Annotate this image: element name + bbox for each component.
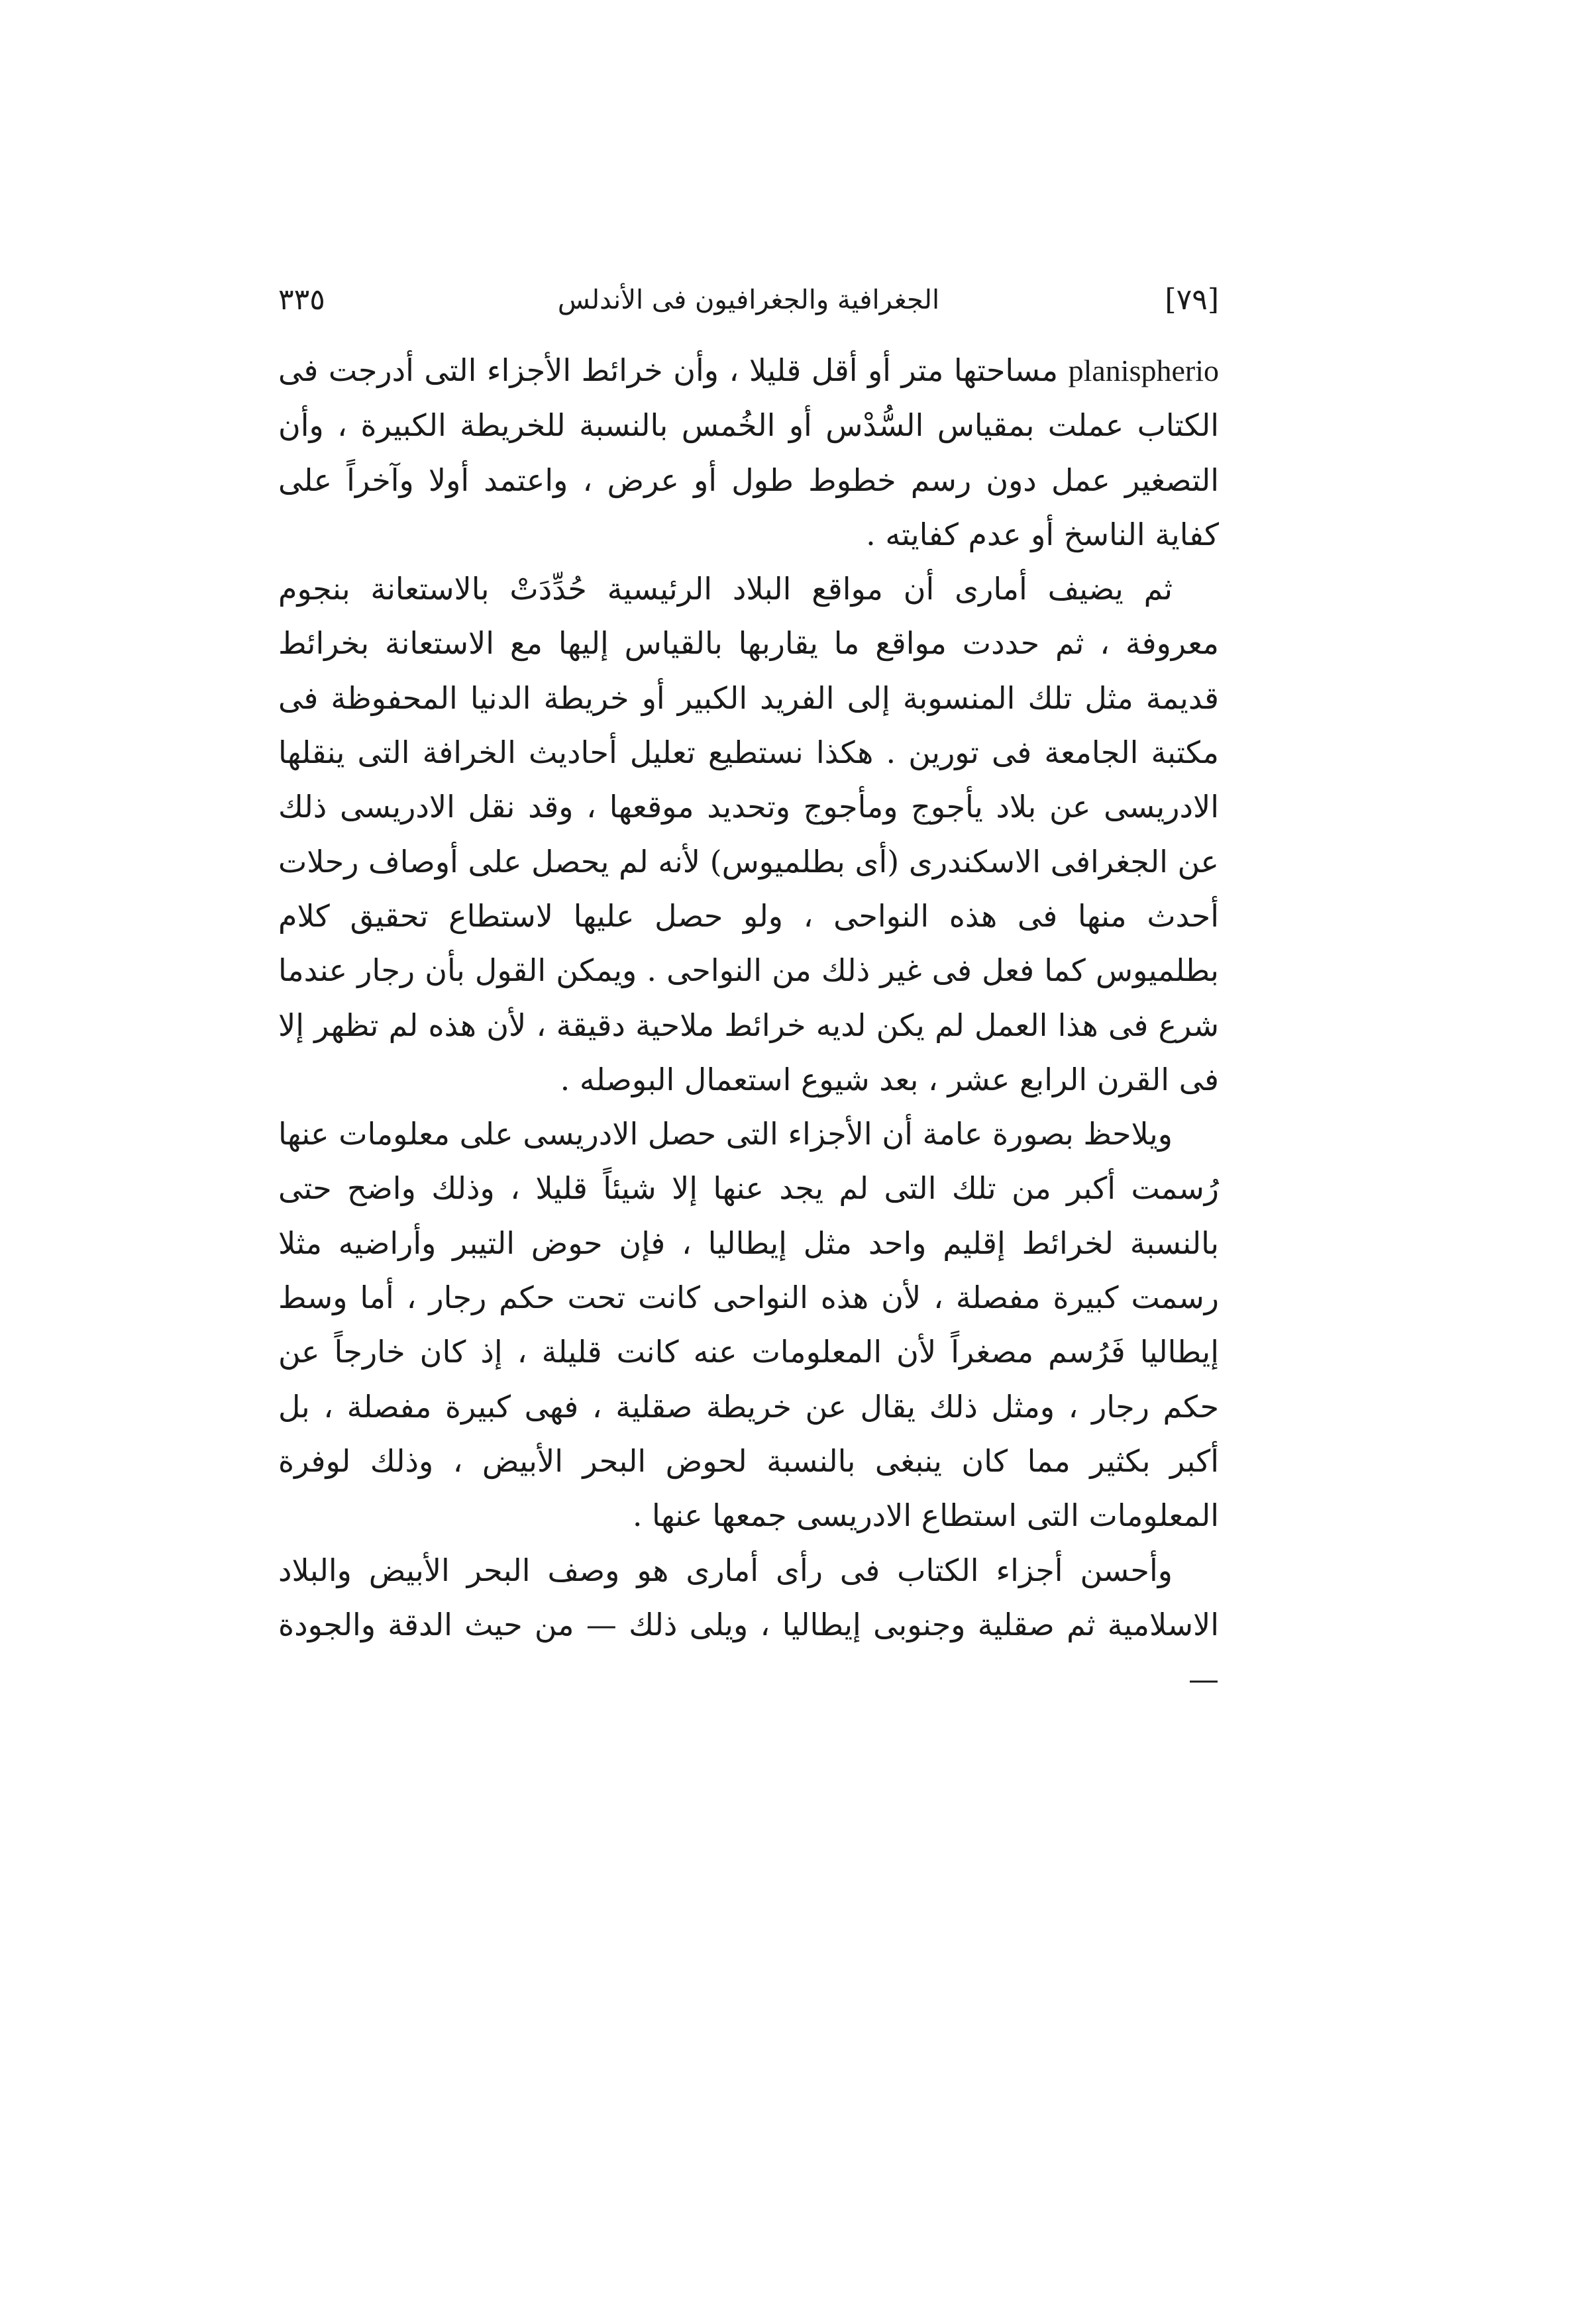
paragraph: ثم يضيف أمارى أن مواقع البلاد الرئيسية حُدِّدَتْ بالاستعانة بنجوم معروفة ، ثم حددت مواقع ما يقاربها بالقياس إليها مع الاستعانة بخرائط قديمة مثل تلك المنسوبة إلى الفريد الكبير أو خريطة الدنيا المحفوظة فى مكتبة الجامعة فى تورين . هكذا نستطيع تعليل أحاديث الخرافة التى ينقلها الادريسى عن بلاد يأجوج ومأجوج وتحديد موقعها ، وقد نقل الادريسى ذلك عن الجغرافى الاسكندرى (أى بطلميوس) لأنه لم يحصل على أوصاف رحلات أحدث منها فى هذه النواحى ، ولو حصل عليها لاستطاع تحقيق كلام بطلميوس كما فعل فى غير ذلك من النواحى . ويمكن القول بأن رجار عندما شرع فى هذا العمل لم يكن لديه خرائط ملاحية دقيقة ، لأن هذه لم تظهر إلا فى القرن الرابع عشر ، بعد شيوع استعمال البوصله . bbox=[278, 571, 1219, 1097]
body-text bbox=[278, 343, 1219, 1706]
page-number: ٣٣٥ bbox=[278, 283, 325, 317]
paragraph: وأحسن أجزاء الكتاب فى رأى أمارى هو وصف البحر الأبيض والبلاد الاسلامية ثم صقلية وجنوبى إيطاليا ، ويلى ذلك — من حيث الدقة والجودة — bbox=[278, 1552, 1219, 1697]
page-header bbox=[278, 277, 1219, 323]
folio-number: [٧٩] bbox=[1165, 283, 1219, 317]
running-title: الجغرافية والجغرافيون فى الأندلس bbox=[557, 285, 940, 315]
latin-term: planispherio bbox=[1068, 354, 1219, 387]
paragraph bbox=[278, 343, 1219, 562]
paragraph: ويلاحظ بصورة عامة أن الأجزاء التى حصل الادريسى على معلومات عنها رُسمت أكبر من تلك التى لم يجد عنها إلا شيئاً قليلا ، وذلك واضح حتى بالنسبة لخرائط إقليم واحد مثل إيطاليا ، فإن حوض التيبر وأراضيه مثلا رسمت كبيرة مفصلة ، لأن هذه النواحى كانت تحت حكم رجار ، أما وسط إيطاليا فَرُسم مصغراً لأن المعلومات عنه كانت قليلة ، إذ كان خارجاً عن حكم رجار ، ومثل ذلك يقال عن خريطة صقلية ، فهى كبيرة مفصلة ، بل أكبر بكثير مما كان ينبغى بالنسبة لحوض البحر الأبيض ، وذلك لوفرة المعلومات التى استطاع الادريسى جمعها عنها . bbox=[278, 1116, 1219, 1534]
paragraph-text: مساحتها متر أو أقل قليلا ، وأن خرائط الأجزاء التى أدرجت فى الكتاب عملت بمقياس السُّدْس أو الخُمس بالنسبة للخريطة الكبيرة ، وأن التصغير عمل دون رسم خطوط طول أو عرض ، واعتمد أولا وآخراً على كفاية الناسخ أو عدم كفايته . bbox=[278, 352, 1219, 552]
